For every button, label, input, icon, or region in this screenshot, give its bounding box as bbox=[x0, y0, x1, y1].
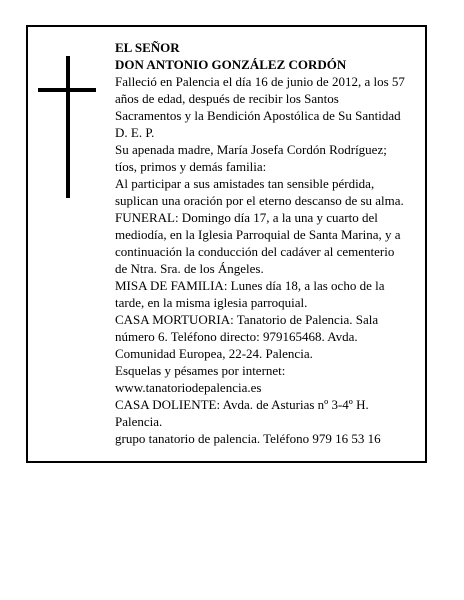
notice-line: Falleció en Palencia el día 16 de junio de 2012, a los 57 bbox=[115, 74, 405, 89]
notice-line: FUNERAL: Domingo día 17, a la una y cuarto del bbox=[115, 210, 378, 225]
notice-line: CASA MORTUORIA: Tanatorio de Palencia. Sala bbox=[115, 312, 379, 327]
notice-text bbox=[115, 39, 421, 447]
notice-line: número 6. Teléfono directo: 979165468. Avda. bbox=[115, 329, 358, 344]
notice-line: Al participar a sus amistades tan sensible pérdida, bbox=[115, 176, 375, 191]
notice-line: de Ntra. Sra. de los Ángeles. bbox=[115, 261, 264, 276]
notice-line: CASA DOLIENTE: Avda. de Asturias nº 3-4º H. bbox=[115, 397, 369, 412]
notice-line: Esquelas y pésames por internet: bbox=[115, 363, 286, 378]
cross-icon bbox=[38, 56, 96, 198]
cross-horizontal-bar bbox=[38, 88, 96, 92]
notice-heading-name: DON ANTONIO GONZÁLEZ CORDÓN bbox=[115, 57, 347, 72]
notice-line: Comunidad Europea, 22-24. Palencia. bbox=[115, 346, 313, 361]
notice-line: MISA DE FAMILIA: Lunes día 18, a las ocho de la bbox=[115, 278, 385, 293]
website-link[interactable]: www.tanatoriodepalencia.es bbox=[115, 380, 262, 395]
notice-line: Palencia. bbox=[115, 414, 163, 429]
cross-vertical-bar bbox=[66, 56, 70, 198]
notice-line: suplican una oración por el eterno descanso de su alma. bbox=[115, 193, 404, 208]
notice-line: grupo tanatorio de palencia. Teléfono 979 16 53 16 bbox=[115, 431, 381, 446]
notice-line: Sacramentos y la Bendición Apostólica de Su Santidad bbox=[115, 108, 401, 123]
notice-line: D. E. P. bbox=[115, 125, 155, 140]
obituary-notice bbox=[26, 25, 427, 463]
notice-line: años de edad, después de recibir los Santos bbox=[115, 91, 339, 106]
notice-line: Su apenada madre, María Josefa Cordón Rodríguez; bbox=[115, 142, 387, 157]
notice-line: tíos, primos y demás familia: bbox=[115, 159, 267, 174]
notice-line: continuación la conducción del cadáver al cementerio bbox=[115, 244, 395, 259]
notice-heading-title: EL SEÑOR bbox=[115, 40, 180, 55]
notice-line: tarde, en la misma iglesia parroquial. bbox=[115, 295, 308, 310]
notice-line: mediodía, en la Iglesia Parroquial de Santa Marina, y a bbox=[115, 227, 401, 242]
